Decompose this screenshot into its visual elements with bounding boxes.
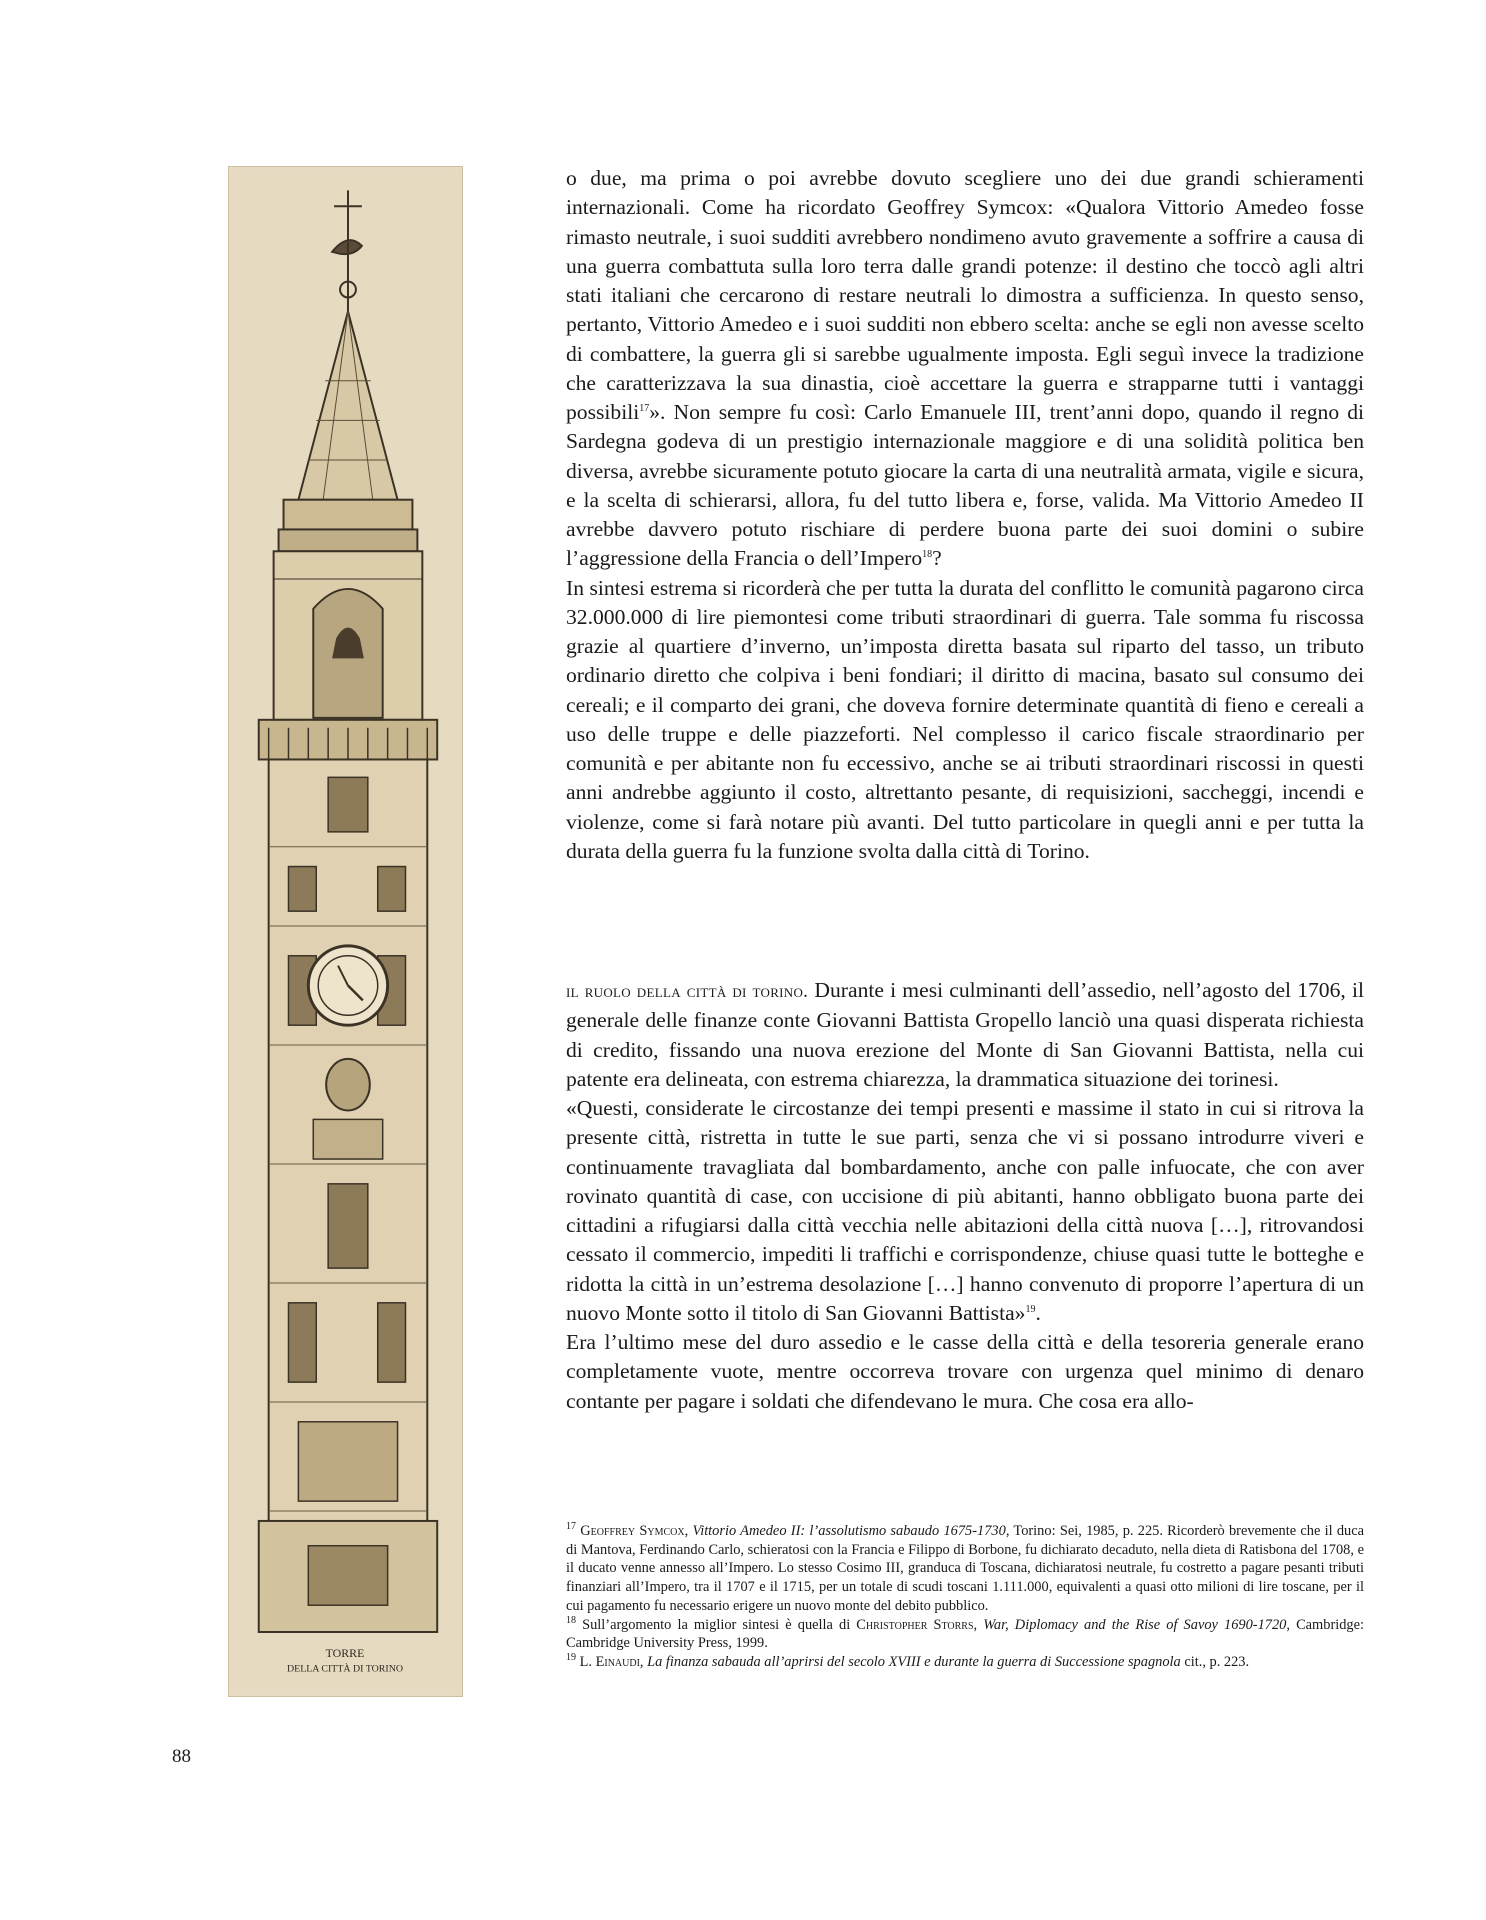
footnote-18: $^{18}$ Sull’argomento la miglior sintesi è quella di Christopher Storrs, War, Diplomacy and the Rise of Savoy 1690-1720, Cambridge: Cambridge University Press, 1999. <box>566 1614 1365 1652</box>
paragraph-1 <box>566 164 1364 574</box>
tower-engraving <box>228 166 463 1697</box>
footnote-17: $^{17}$ Geoffrey Symcox, Vittorio Amedeo II: l’assolutismo sabaudo 1675-1730, Torino: Sei, 1985, p. 225. Ricorderò brevemente che il duca di Mantova, Ferdinando Carlo, schieratosi con la Francia e Filippo di Borbone, fu dichiarato decaduto, nella dieta di Ratisbona del 1708, e il ducato venne annesso all’Impero. Lo stesso Cosimo III, granduca di Toscana, dichiaratosi neutrale, fu costretto a pagare pesanti tributi finanziari all’Impero, tra il 1707 e il 1715, per un totale di scudi toscani 1.111.000, equivalenti a quasi otto milioni di lire toscane, per il cui pagamento fu necessario erigere un nuovo monte del debito pubblico. <box>566 1521 1364 1614</box>
footnote-18-number: 18 <box>566 1614 576 1626</box>
footnote-19-author: L. Einaudi <box>576 1653 640 1670</box>
footnote-19-number: 19 <box>566 1652 576 1664</box>
tower-engraving-drawing <box>229 167 462 1696</box>
engraving-caption-title: TORRE <box>325 1645 365 1660</box>
paragraph-1-part-a: o due, ma prima o poi avrebbe dovuto scegliere uno dei due grandi schieramenti internazionali. Come ha ricordato Geoffrey Symcox: «Qualora Vittorio Amedeo fosse rimasto neutrale, i suoi sudditi avrebbero nondimeno avuto gravemente a soffrire a causa di una guerra combattuta sulla loro terra dalle grandi potenze: il destino che toccò agli altri stati italiani che cercarono di restare neutrali lo dimostra a sufficienza. In questo senso, pertanto, Vittorio Amedeo e i suoi sudditi non ebbero scelta: anche se egli non avesse scelto di combattere, la guerra gli si sarebbe ugualmente imposta. Egli seguì invece la tradizione che caratterizzava la sua dinastia, cioè accettare la guerra e strapparne tutti i vantaggi possibili <box>566 166 1364 424</box>
engraving-caption-subtitle: DELLA CITTÀ DI TORINO <box>286 1663 404 1675</box>
footnote-17-title: Vittorio Amedeo II: l’assolutismo sabaudo 1675-1730 <box>692 1523 1006 1539</box>
footnote-17-number: 17 <box>566 1521 576 1533</box>
paragraph-3-text: Durante i mesi culminanti dell’assedio, nell’agosto del 1706, il generale delle finanze conte Giovanni Battista Gropello lanciò una quasi disperata richiesta di credito, fissando una nuova erezione del Monte di San Giovanni Battista, nella cui patente era delineata, con estrema chiarezza, la drammatica situazione dei torinesi. <box>566 978 1364 1091</box>
footnote-17-author: Geoffrey Symcox <box>580 1523 685 1539</box>
footnote-19: $^{19}$ L. Einaudi, La finanza sabauda all’aprirsi del secolo XVIII e durante la guerra di Successione spagnola cit., p. 223. <box>566 1652 1250 1670</box>
paragraph-4-end: . <box>1035 1300 1041 1325</box>
section-heading: il ruolo della città di torino. <box>566 981 809 1002</box>
footnote-ref-19[interactable]: 19 <box>1025 1303 1036 1315</box>
paragraph-2: In sintesi estrema si ricorderà che per tutta la durata del conflitto le comunità pagarono circa 32.000.000 di lire piemontesi come tributi straordinari di guerra. Tale somma fu riscossa grazie al quartiere d’inverno, un’imposta diretta basata sul riparto del tasso, un tributo ordinario diretto che colpiva i beni fondiari; il diritto di macina, basato sul consumo dei cereali; e il comparto dei grani, che doveva fornire determinate quantità di fieno e cereali a uso delle truppe e delle piazzeforti. Nel complesso il carico fiscale straordinario per comunità e per abitante non fu eccessivo, anche se ai tributi straordinari riscossi in questi anni andrebbe aggiunto il costo, altrettanto pesante, di requisizioni, saccheggi, incendi e violenze, come si farà notare più avanti. Del tutto particolare in quegli anni e per tutta la durata della guerra fu la funzione svolta dalla città di Torino. <box>566 575 1364 863</box>
footnote-18-text: , Cambridge: Cambridge University Press, 1999. <box>566 1616 1365 1652</box>
footnote-18-title: War, Diplomacy and the Rise of Savoy 1690-1720 <box>983 1616 1287 1633</box>
footnotes <box>566 1522 1364 1672</box>
footnote-18-author: Christopher Storrs <box>856 1616 974 1633</box>
footnote-ref-17[interactable]: 17 <box>639 402 650 414</box>
paragraph-1-part-b: ». Non sempre fu così: Carlo Emanuele III, trent’anni dopo, quando il regno di Sardegna godeva di un prestigio internazionale maggiore e di una solidità politica ben diversa, avrebbe sicuramente potuto giocare la carta di una neutralità armata, vigile e sicura, e la scelta di schierarsi, allora, fu del tutto libera e, forse, valida. Ma Vittorio Amedeo II avrebbe davvero potuto rischiare di perdere buona parte dei suoi domini o subire l’aggressione della Francia o dell’Impero <box>566 400 1364 571</box>
paragraph-1-part-c: ? <box>932 546 942 571</box>
footnote-19-text: cit., p. 223. <box>1180 1653 1250 1670</box>
footnote-19-title: La finanza sabauda all’aprirsi del secolo XVIII e durante la guerra di Successione spagnola <box>647 1653 1181 1670</box>
paragraph-4 <box>566 1094 1364 1328</box>
section-torino <box>566 976 1364 1416</box>
footnote-18-pre: Sull’argomento la miglior sintesi è quella di <box>576 1616 857 1633</box>
page-number: 88 <box>172 1746 191 1767</box>
footnote-ref-18[interactable]: 18 <box>922 549 933 561</box>
paragraph-4-text: «Questi, considerate le circostanze dei tempi presenti e massime il stato in cui si ritrova la presente città, ristretta in tutte le sue parti, senza che vi si possano introdurre viveri e continuamente travagliata dal bombardamento, anche con palle infuocate, che con aver rovinato quantità di case, con uccisione di più abitanti, hanno obbligato buona parte dei cittadini a rifugiarsi dalla città vecchia nelle abitazioni della città nuova […], ritrovandosi cessato il commercio, impediti li traffichi e corrispondenze, chiuse quasi tutte le botteghe e ridotta la città in un’estrema desolazione […] hanno convenuto di proporre l’apertura di un nuovo Monte sotto il titolo di San Giovanni Battista» <box>566 1096 1364 1325</box>
main-text-block <box>566 164 1364 866</box>
paragraph-5: Era l’ultimo mese del duro assedio e le casse della città e della tesoreria generale erano completamente vuote, mentre occorreva trovare con urgenza quel minimo di denaro contante per pagare i soldati che difendevano le mura. Che cosa era allo- <box>566 1330 1364 1413</box>
footnote-17-text: , Torino: Sei, 1985, p. 225. Ricorderò brevemente che il duca di Mantova, Ferdinando Carlo, schieratosi con la Francia e Filippo di Borbone, fu dichiarato decaduto, nella dieta di Ratisbona del 1708, e il ducato venne annesso all’Impero. Lo stesso Cosimo III, granduca di Toscana, dichiaratosi neutrale, fu costretto a pagare pesanti tributi finanziari all’Impero, tra il 1707 e il 1715, per un totale di scudi toscani 1.111.000, equivalenti a quasi otto milioni di lire toscane, per il cui pagamento fu necessario erigere un nuovo monte del debito pubblico. <box>566 1523 1364 1614</box>
paragraph-3 <box>566 976 1364 1094</box>
